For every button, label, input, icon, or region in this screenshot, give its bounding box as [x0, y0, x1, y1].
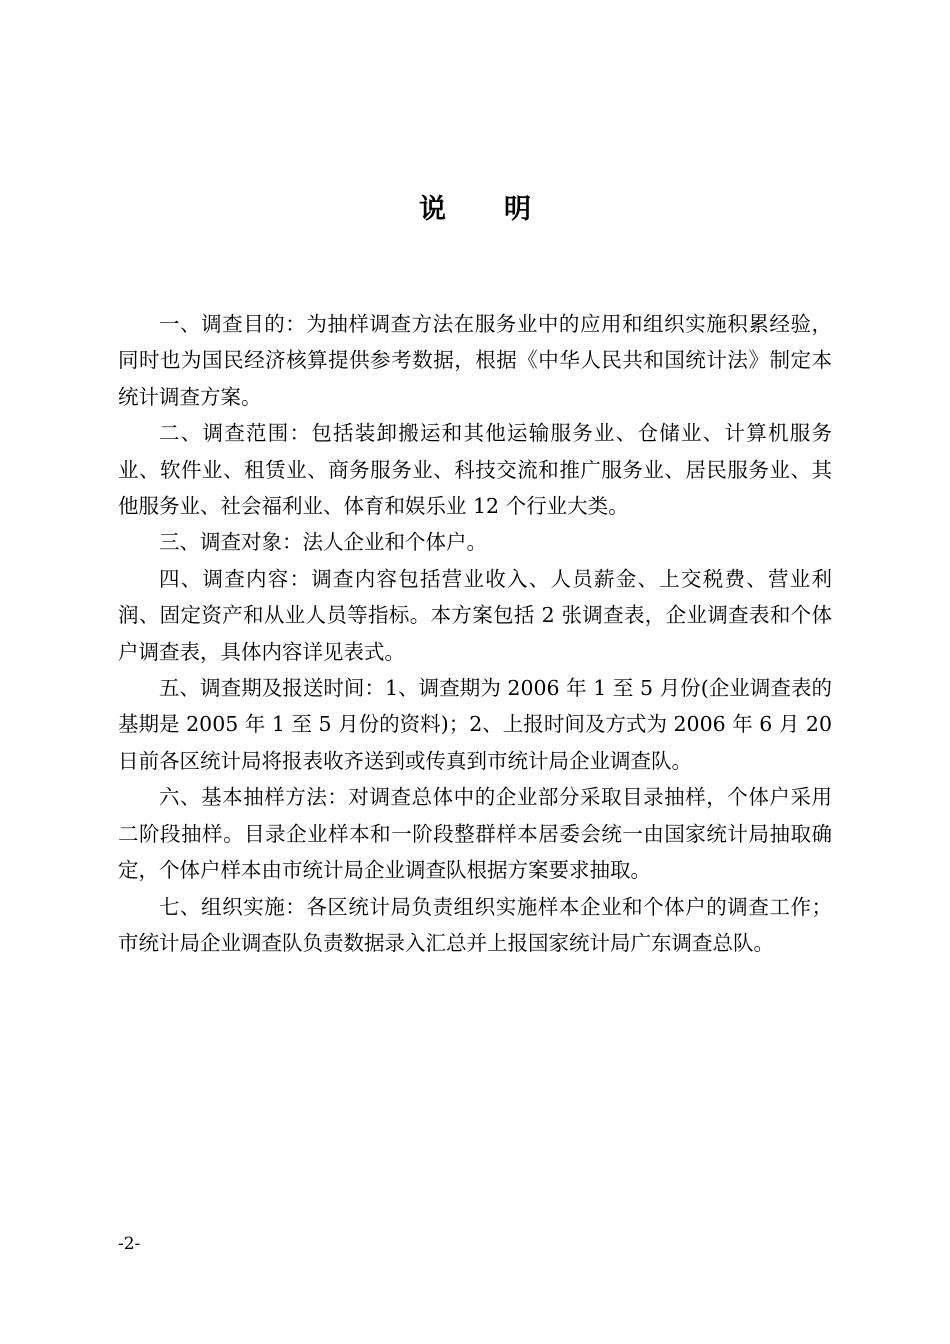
paragraph-period-and-reporting: 五、调查期及报送时间：1、调查期为 2006 年 1 至 5 月份(企业调查表的基期是 2005 年 1 至 5 月份的资料)；2、上报时间及方式为 2006 年 6 月 20 日前各区统计局将报表收齐送到或传真到市统计局企业调查队。 [118, 676, 832, 773]
page-number: -2- [118, 1234, 141, 1254]
paragraph-subjects: 三、调查对象：法人企业和个体户。 [159, 530, 487, 555]
paragraph-scope: 二、调查范围：包括装卸搬运和其他运输服务业、仓储业、计算机服务业、软件业、租赁业、商务服务业、科技交流和推广服务业、居民服务业、其他服务业、社会福利业、体育和娱乐业 12 个行业大类。 [118, 421, 832, 519]
paragraph-sampling-method: 六、基本抽样方法：对调查总体中的企业部分采取目录抽样，个体户采用二阶段抽样。目录企业样本和一阶段整群样本居委会统一由国家统计局抽取确定，个体户样本由市统计局企业调查队根据方案要求抽取。 [118, 785, 832, 883]
document-body [118, 306, 832, 961]
paragraph-content: 四、调查内容：调查内容包括营业收入、人员薪金、上交税费、营业利润、固定资产和从业人员等指标。本方案包括 2 张调查表，企业调查表和个体户调查表，具体内容详见表式。 [118, 566, 832, 664]
paragraph-organization: 七、组织实施：各区统计局负责组织实施样本企业和个体户的调查工作；市统计局企业调查队负责数据录入汇总并上报国家统计局广东调查总队。 [118, 894, 832, 955]
paragraph-purpose: 一、调查目的：为抽样调查方法在服务业中的应用和组织实施积累经验，同时也为国民经济核算提供参考数据，根据《中华人民共和国统计法》制定本统计调查方案。 [118, 312, 832, 409]
page-title: 说明 [419, 194, 589, 225]
